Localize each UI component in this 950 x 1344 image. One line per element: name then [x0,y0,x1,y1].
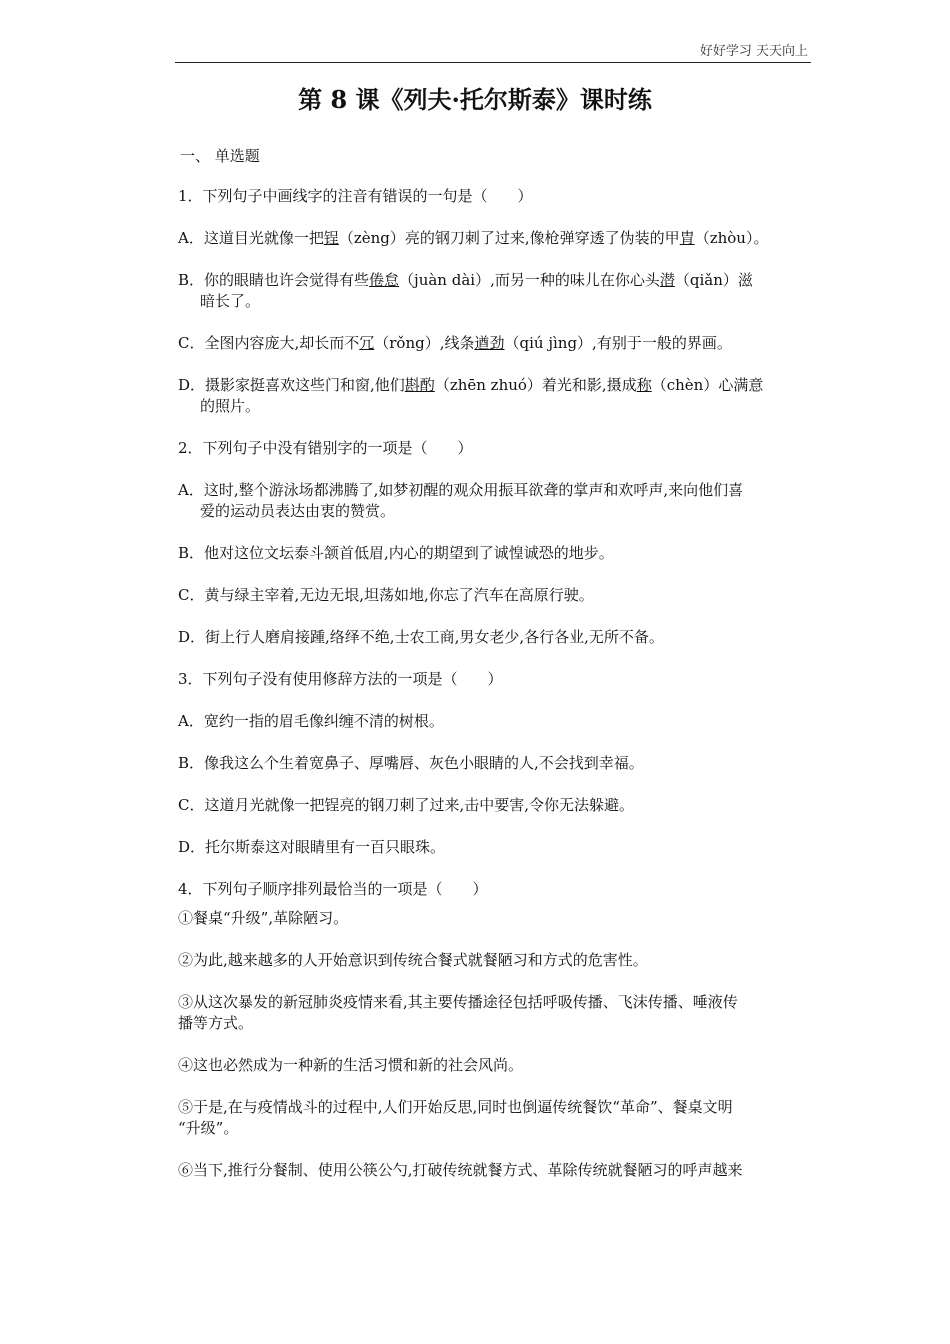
option-continuation: 的照片。 [200,397,261,415]
underlined-char: 锃 [323,229,339,247]
underlined-char: 冗 [359,334,375,352]
option-text: （juàn dài）,而另一种的味儿在你心头 [399,271,660,289]
option-text: （zhòu）。 [694,229,769,247]
sentence-text: ③从这次暴发的新冠肺炎疫情来看,其主要传播途径包括呼吸传播、飞沫传播、唾液传 [178,993,738,1011]
option-continuation: 爱的运动员表达由衷的赞赏。 [200,502,396,520]
option-text: （qiú jìng）,有别于一般的界画。 [504,334,732,352]
question-3-option-b: B．像我这么个生着宽鼻子、厚嘴唇、灰色小眼睛的人,不会找到幸福。 [178,754,644,772]
sentence-continuation: 播等方式。 [178,1014,254,1032]
option-text: （qiǎn）滋 [674,271,753,289]
question-2-option-b: B．他对这位文坛泰斗颔首低眉,内心的期望到了诚惶诚恐的地步。 [178,544,614,562]
question-4-stem: 4．下列句子顺序排列最恰当的一项是（ ） [178,880,488,898]
underlined-char: 潜 [659,271,675,289]
question-2-stem: 2．下列句子中没有错别字的一项是（ ） [178,439,473,457]
sentence-text: ⑤于是,在与疫情战斗的过程中,人们开始反思,同时也倒逼传统餐饮“革命”、餐桌文明 [178,1098,733,1116]
header-slogan: 好好学习 天天向上 [699,44,808,59]
option-text: B．你的眼睛也许会觉得有些 [178,271,370,289]
question-3-stem: 3．下列句子没有使用修辞方法的一项是（ ） [178,670,503,688]
question-2-option-d: D．街上行人磨肩接踵,络绎不绝,士农工商,男女老少,各行各业,无所不备。 [178,628,664,646]
question-3-option-a: A．宽约一指的眉毛像纠缠不清的树根。 [178,712,444,730]
sentence-6: ⑥当下,推行分餐制、使用公筷公勺,打破传统就餐方式、革除传统就餐陋习的呼声越来 [178,1161,743,1179]
option-text: （zhēn zhuó）着光和影,摄成 [434,376,637,394]
question-1-option-c [178,333,818,354]
option-text: C．全图内容庞大,却长而不 [178,334,360,352]
sentence-4: ④这也必然成为一种新的生活习惯和新的社会风尚。 [178,1056,524,1074]
question-1-option-a [178,228,818,249]
underlined-char: 倦怠 [369,271,400,289]
section-heading: 一、 单选题 [180,147,260,165]
underlined-char: 胄 [679,229,695,247]
question-3-option-d: D．托尔斯泰这对眼睛里有一百只眼珠。 [178,838,446,856]
option-continuation: 暗长了。 [200,292,261,310]
option-text: A．这时,整个游泳场都沸腾了,如梦初醒的观众用振耳欲聋的掌声和欢呼声,来向他们喜 [178,481,744,499]
option-text: A．这道目光就像一把 [178,229,324,247]
option-text: D．摄影家挺喜欢这些门和窗,他们 [178,376,405,394]
sentence-5 [178,1097,818,1139]
question-3-option-c: C．这道月光就像一把锃亮的钢刀刺了过来,击中要害,令你无法躲避。 [178,796,635,814]
option-text: （chèn）心满意 [651,376,764,394]
question-2-option-a [178,480,818,522]
underlined-char: 遒劲 [474,334,505,352]
question-1-option-b [178,270,818,312]
question-2-option-c: C．黄与绿主宰着,无边无垠,坦荡如地,你忘了汽车在高原行驶。 [178,586,594,604]
option-text: （rǒng）,线条 [374,334,475,352]
underlined-char: 斟酌 [404,376,435,394]
sentence-3 [178,992,818,1034]
question-1-stem: 1．下列句子中画线字的注音有错误的一句是（ ） [178,187,533,205]
underlined-char: 称 [636,376,652,394]
page-title: 第 8 课《列夫·托尔斯泰》课时练 [298,85,652,114]
sentence-continuation: “升级”。 [178,1119,239,1137]
sentence-1: ①餐桌“升级”,革除陋习。 [178,909,349,927]
header-divider [175,62,811,63]
question-1-option-d [178,375,818,417]
sentence-2: ②为此,越来越多的人开始意识到传统合餐式就餐陋习和方式的危害性。 [178,951,648,969]
option-text: （zèng）亮的钢刀刺了过来,像枪弹穿透了伪装的甲 [338,229,680,247]
worksheet-body [178,146,818,1202]
